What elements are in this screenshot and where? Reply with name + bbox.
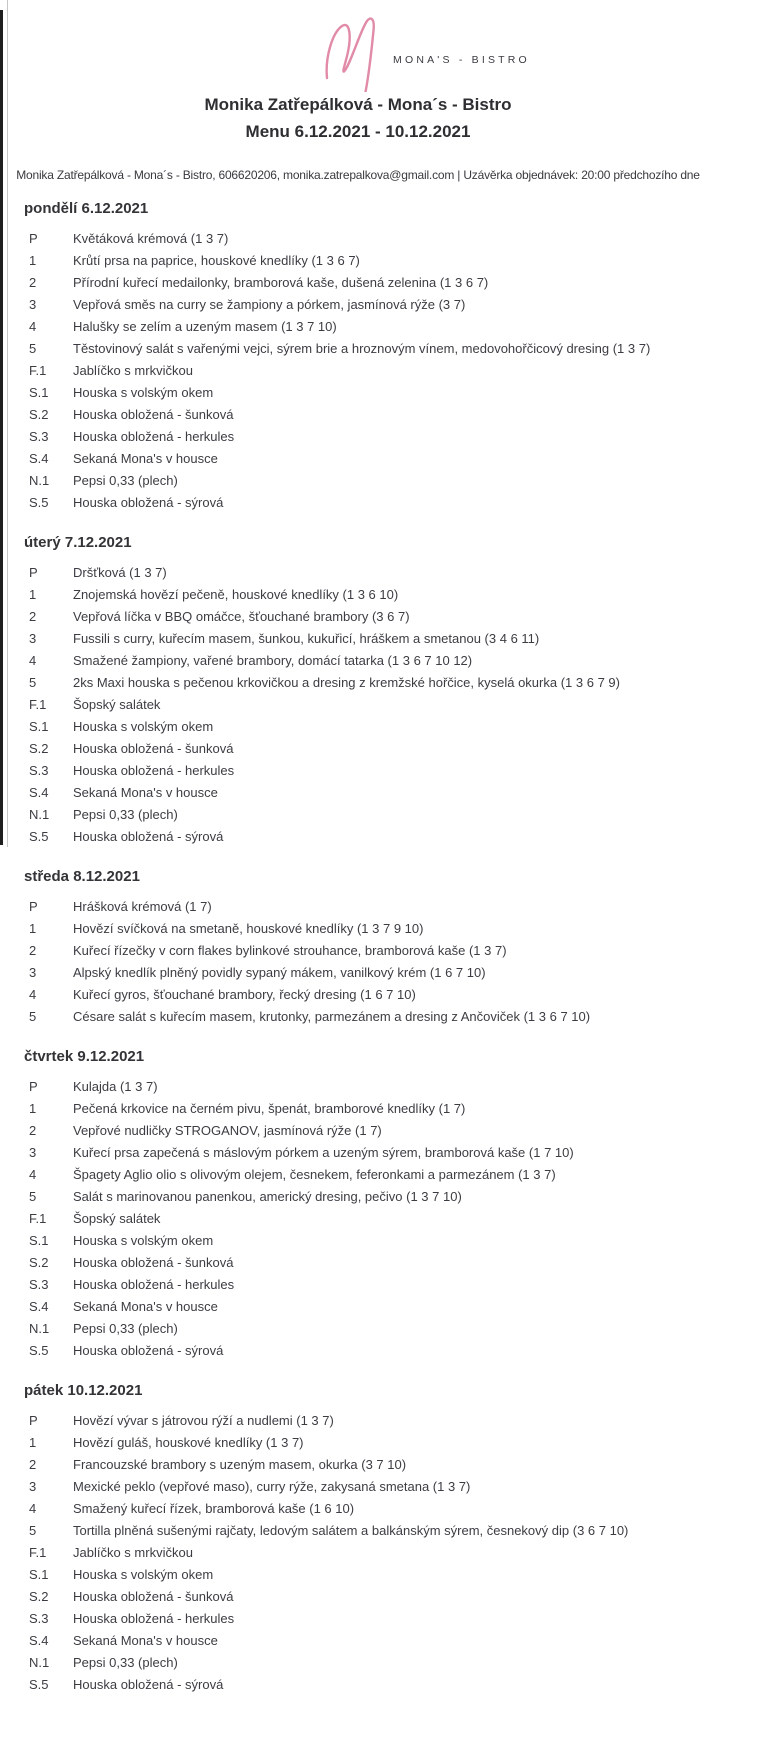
item-text: Houska obložená - herkules [73, 1276, 235, 1292]
item-code: 3 [29, 1478, 37, 1494]
item-code: S.1 [29, 384, 49, 400]
item-code: 2 [29, 1122, 37, 1138]
contact-line: Monika Zatřepálková - Mona´s - Bistro, 606620206, monika.zatrepalkova@gmail.com | Uzávěrka objednávek: 20:00 předchozího dne [16, 168, 700, 182]
menu-row [24, 1005, 708, 1027]
item-code: S.4 [29, 1632, 49, 1648]
item-code: 1 [29, 1100, 37, 1116]
menu-row [24, 605, 708, 627]
day-section [24, 533, 708, 847]
menu-row [24, 1541, 708, 1563]
menu-row [24, 469, 708, 491]
day-section [24, 1047, 708, 1361]
menu-row [24, 403, 708, 425]
item-text: Jablíčko s mrkvičkou [73, 1544, 193, 1560]
item-text: Sekaná Mona's v housce [73, 1632, 218, 1648]
item-text: Houska s volským okem [73, 1232, 214, 1248]
item-text: Houska obložená - šunková [73, 406, 234, 422]
menu-row [24, 917, 708, 939]
menu-row [24, 381, 708, 403]
menu-row [24, 583, 708, 605]
item-code: 1 [29, 586, 37, 602]
item-text: Vepřová směs na curry se žampiony a pórkem, jasmínová rýže (3 7) [73, 296, 466, 312]
item-code: S.4 [29, 784, 49, 800]
item-code: 1 [29, 1434, 37, 1450]
item-text: 2ks Maxi houska s pečenou krkovičkou a dresing z kremžské hořčice, kyselá okurka (1 3 6 7 9) [73, 674, 620, 690]
menu-row [24, 1607, 708, 1629]
menu-row [24, 1075, 708, 1097]
item-text: Sekaná Mona's v housce [73, 784, 218, 800]
item-text: Houska obložená - herkules [73, 762, 235, 778]
item-code: 2 [29, 608, 37, 624]
menu-row [24, 293, 708, 315]
item-code: S.1 [29, 1232, 49, 1248]
menu-row [24, 561, 708, 583]
item-code: P [29, 1412, 38, 1428]
menu-row [24, 1207, 708, 1229]
menu-row [24, 693, 708, 715]
menu-row [24, 983, 708, 1005]
item-text: Hovězí svíčková na smetaně, houskové knedlíky (1 3 7 9 10) [73, 920, 424, 936]
item-code: S.2 [29, 1588, 49, 1604]
item-code: 4 [29, 1500, 37, 1516]
menu-row [24, 1673, 708, 1695]
item-text: Houska s volským okem [73, 718, 214, 734]
item-code: S.5 [29, 828, 49, 844]
menu-row [24, 249, 708, 271]
day-section [24, 1381, 708, 1695]
menu-row [24, 271, 708, 293]
item-text: Kuřecí řízečky v corn flakes bylinkové strouhance, bramborová kaše (1 3 7) [73, 942, 507, 958]
item-code: S.3 [29, 762, 49, 778]
item-text: Špagety Aglio olio s olivovým olejem, česnekem, feferonkami a parmezánem (1 3 7) [73, 1166, 556, 1182]
item-code: S.2 [29, 406, 49, 422]
item-text: Jablíčko s mrkvičkou [73, 362, 193, 378]
menu-row [24, 1431, 708, 1453]
item-code: 2 [29, 1456, 37, 1472]
item-code: 5 [29, 1522, 37, 1538]
menu-row [24, 759, 708, 781]
item-text: Krůtí prsa na paprice, houskové knedlíky (1 3 6 7) [73, 252, 360, 268]
item-text: Květáková krémová (1 3 7) [73, 230, 229, 246]
menu-row [24, 737, 708, 759]
day-section [24, 867, 708, 1027]
item-code: 5 [29, 1188, 37, 1204]
menu-row [24, 1409, 708, 1431]
day-title: čtvrtek 9.12.2021 [24, 1048, 145, 1065]
menu-row [24, 359, 708, 381]
item-text: Pepsi 0,33 (plech) [73, 1654, 178, 1670]
item-code: S.1 [29, 1566, 49, 1582]
item-text: Houska obložená - sýrová [73, 828, 224, 844]
menu-date-range: Menu 6.12.2021 - 10.12.2021 [245, 122, 471, 141]
item-code: P [29, 230, 38, 246]
menu-row [24, 961, 708, 983]
item-code: F.1 [29, 1544, 47, 1560]
menu-row [24, 447, 708, 469]
brand-wordmark: MONA'S - BISTRO [393, 54, 530, 66]
item-code: N.1 [29, 806, 50, 822]
item-code: P [29, 1078, 38, 1094]
menu-row [24, 1651, 708, 1673]
item-code: 4 [29, 986, 37, 1002]
item-text: Houska obložená - sýrová [73, 494, 224, 510]
item-text: Francouzské brambory s uzeným masem, okurka (3 7 10) [73, 1456, 407, 1472]
menu-row [24, 1251, 708, 1273]
menu-row [24, 1097, 708, 1119]
item-code: 4 [29, 318, 37, 334]
item-code: F.1 [29, 362, 47, 378]
menu-row [24, 649, 708, 671]
item-code: 3 [29, 630, 37, 646]
item-text: Houska s volským okem [73, 384, 214, 400]
menu-row [24, 1475, 708, 1497]
item-text: Hovězí guláš, houskové knedlíky (1 3 7) [73, 1434, 304, 1450]
day-title: středa 8.12.2021 [24, 868, 140, 885]
item-text: Sekaná Mona's v housce [73, 450, 218, 466]
menu-row [24, 491, 708, 513]
item-code: S.2 [29, 1254, 49, 1270]
day-title: úterý 7.12.2021 [24, 534, 132, 551]
item-code: N.1 [29, 472, 50, 488]
item-text: Hrášková krémová (1 7) [73, 898, 212, 914]
item-code: S.3 [29, 1610, 49, 1626]
item-text: Vepřové nudličky STROGANOV, jasmínová rýže (1 7) [73, 1122, 382, 1138]
item-text: Dršťková (1 3 7) [73, 564, 167, 580]
item-text: Pepsi 0,33 (plech) [73, 1320, 178, 1336]
item-code: F.1 [29, 1210, 47, 1226]
item-text: Smažené žampiony, vařené brambory, domácí tatarka (1 3 6 7 10 12) [73, 652, 473, 668]
item-text: Šopský salátek [73, 696, 161, 712]
item-text: Césare salát s kuřecím masem, krutonky, parmezánem a dresing z Ančoviček (1 3 6 7 10) [73, 1008, 591, 1024]
menu-row [24, 315, 708, 337]
item-text: Halušky se zelím a uzeným masem (1 3 7 10) [73, 318, 337, 334]
menu-row [24, 1519, 708, 1541]
item-code: P [29, 564, 38, 580]
item-text: Mexické peklo (vepřové maso), curry rýže, zakysaná smetana (1 3 7) [73, 1478, 471, 1494]
item-text: Houska obložená - sýrová [73, 1676, 224, 1692]
day-title: pondělí 6.12.2021 [24, 200, 149, 217]
left-divider-line [7, 0, 8, 847]
item-code: 5 [29, 674, 37, 690]
item-code: F.1 [29, 696, 47, 712]
menu-row [24, 1185, 708, 1207]
item-code: 5 [29, 340, 37, 356]
logo-row [8, 0, 708, 92]
item-code: 5 [29, 1008, 37, 1024]
page-title: Monika Zatřepálková - Mona´s - Bistro [204, 95, 512, 114]
item-text: Kulajda (1 3 7) [73, 1078, 158, 1094]
monas-script-m-icon [322, 14, 380, 92]
menu-row [24, 1163, 708, 1185]
menu-page [8, 0, 708, 1695]
item-code: 2 [29, 274, 37, 290]
item-code: S.1 [29, 718, 49, 734]
item-code: 1 [29, 920, 37, 936]
item-text: Hovězí vývar s játrovou rýží a nudlemi (1 3 7) [73, 1412, 334, 1428]
item-code: S.5 [29, 494, 49, 510]
menu-row [24, 1563, 708, 1585]
item-text: Vepřová líčka v BBQ omáčce, šťouchané brambory (3 6 7) [73, 608, 410, 624]
menu-days [8, 199, 708, 1695]
item-text: Salát s marinovanou panenkou, americký dresing, pečivo (1 3 7 10) [73, 1188, 462, 1204]
menu-row [24, 671, 708, 693]
menu-row [24, 1497, 708, 1519]
left-border-line [0, 10, 3, 845]
menu-row [24, 627, 708, 649]
item-text: Houska s volským okem [73, 1566, 214, 1582]
item-code: 3 [29, 964, 37, 980]
item-text: Houska obložená - šunková [73, 1588, 234, 1604]
item-code: S.2 [29, 740, 49, 756]
menu-row [24, 715, 708, 737]
item-text: Šopský salátek [73, 1210, 161, 1226]
item-code: S.5 [29, 1676, 49, 1692]
item-code: S.3 [29, 428, 49, 444]
item-text: Houska obložená - šunková [73, 740, 234, 756]
item-text: Tortilla plněná sušenými rajčaty, ledovým salátem a balkánským sýrem, česnekový dip (3 6 7 10) [73, 1522, 629, 1538]
item-text: Houska obložená - sýrová [73, 1342, 224, 1358]
menu-row [24, 825, 708, 847]
item-code: 4 [29, 1166, 37, 1182]
menu-row [24, 1119, 708, 1141]
item-code: N.1 [29, 1320, 50, 1336]
brand-logo [322, 14, 530, 92]
menu-row [24, 1273, 708, 1295]
day-title: pátek 10.12.2021 [24, 1382, 143, 1399]
menu-row [24, 781, 708, 803]
item-code: P [29, 898, 38, 914]
item-text: Houska obložená - šunková [73, 1254, 234, 1270]
item-code: 2 [29, 942, 37, 958]
menu-row [24, 1229, 708, 1251]
item-code: 3 [29, 296, 37, 312]
item-code: S.5 [29, 1342, 49, 1358]
menu-row [24, 1317, 708, 1339]
item-text: Znojemská hovězí pečeně, houskové knedlíky (1 3 6 10) [73, 586, 399, 602]
item-text: Pečená krkovice na černém pivu, špenát, bramborové knedlíky (1 7) [73, 1100, 466, 1116]
item-code: 4 [29, 652, 37, 668]
item-text: Houska obložená - herkules [73, 428, 235, 444]
menu-row [24, 1629, 708, 1651]
menu-row [24, 895, 708, 917]
item-code: 1 [29, 252, 37, 268]
day-section [24, 199, 708, 513]
item-text: Houska obložená - herkules [73, 1610, 235, 1626]
menu-row [24, 1453, 708, 1475]
item-code: S.3 [29, 1276, 49, 1292]
item-code: S.4 [29, 1298, 49, 1314]
item-text: Alpský knedlík plněný povidly sypaný mákem, vanilkový krém (1 6 7 10) [73, 964, 486, 980]
item-text: Přírodní kuřecí medailonky, bramborová kaše, dušená zelenina (1 3 6 7) [73, 274, 489, 290]
menu-row [24, 1585, 708, 1607]
item-text: Fussili s curry, kuřecím masem, šunkou, kukuřicí, hráškem a smetanou (3 4 6 11) [73, 630, 540, 646]
item-code: N.1 [29, 1654, 50, 1670]
menu-row [24, 1141, 708, 1163]
item-text: Těstovinový salát s vařenými vejci, sýrem brie a hroznovým vínem, medovohořčicový dresing (1 3 7) [73, 340, 651, 356]
menu-row [24, 337, 708, 359]
item-text: Smažený kuřecí řízek, bramborová kaše (1 6 10) [73, 1500, 355, 1516]
item-text: Sekaná Mona's v housce [73, 1298, 218, 1314]
item-code: 3 [29, 1144, 37, 1160]
item-text: Kuřecí gyros, šťouchané brambory, řecký dresing (1 6 7 10) [73, 986, 416, 1002]
item-code: S.4 [29, 450, 49, 466]
menu-row [24, 425, 708, 447]
menu-row [24, 227, 708, 249]
menu-row [24, 1295, 708, 1317]
menu-row [24, 939, 708, 961]
menu-row [24, 1339, 708, 1361]
menu-row [24, 803, 708, 825]
item-text: Kuřecí prsa zapečená s máslovým pórkem a uzeným sýrem, bramborová kaše (1 7 10) [73, 1144, 574, 1160]
item-text: Pepsi 0,33 (plech) [73, 806, 178, 822]
item-text: Pepsi 0,33 (plech) [73, 472, 178, 488]
